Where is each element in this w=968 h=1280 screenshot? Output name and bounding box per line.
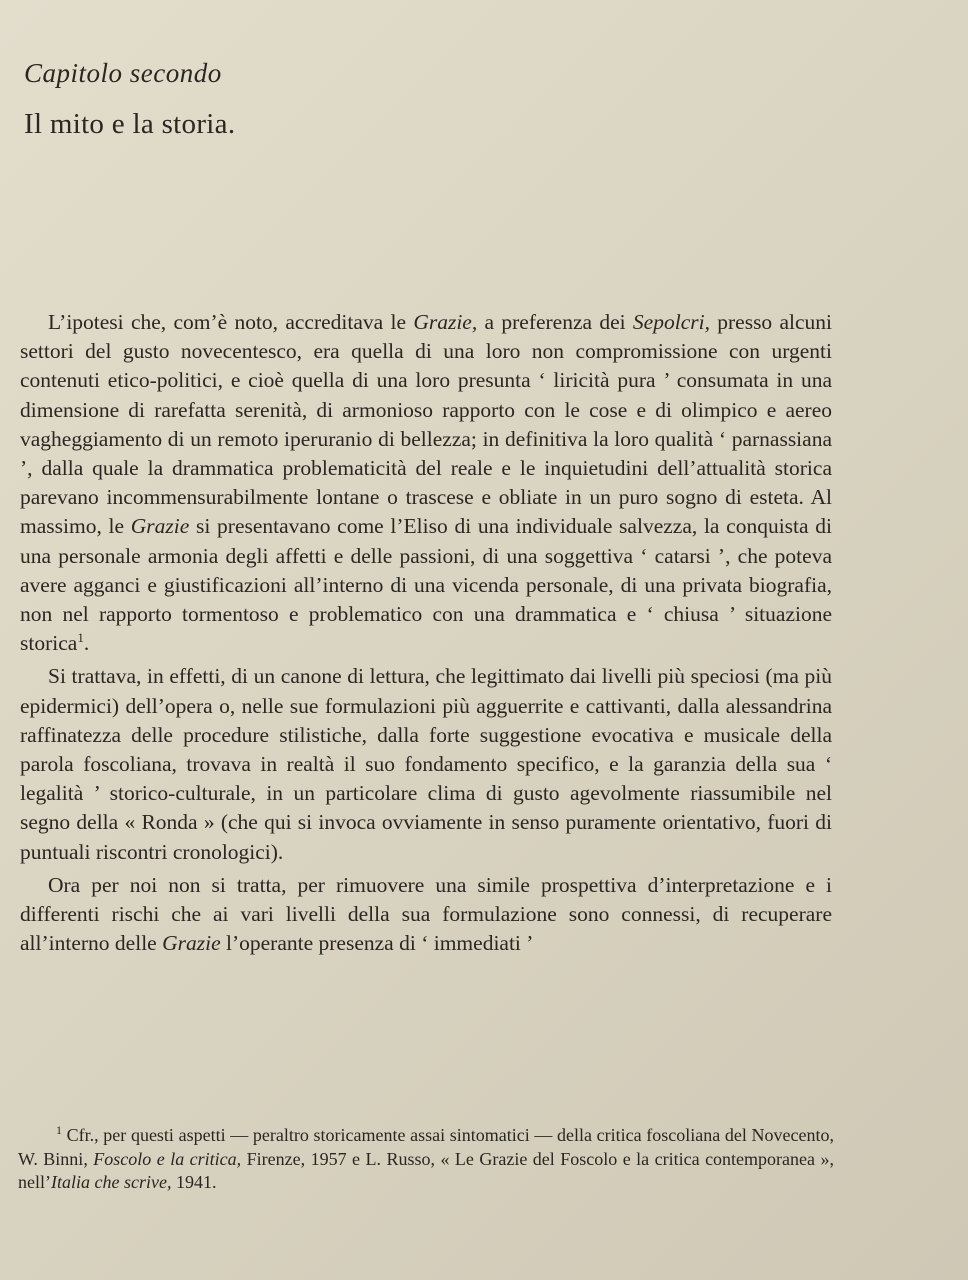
italic-text: Grazie — [130, 514, 190, 539]
footnote — [18, 1124, 834, 1195]
chapter-title: Il mito e la storia. — [24, 108, 236, 140]
text-run: a preferenza dei — [477, 310, 633, 334]
text-run: Firenze, 1957 e L. Russo, « Le Grazie del Foscolo e la critica contemporanea », nell’ — [18, 1148, 834, 1192]
text-run: si presentavano come l’Eliso di una individuale salvezza, la conquista di una personale armonia degli affetti e delle passioni, di una soggettiva ‘ catarsi ’, che poteva avere agganci e giustificazioni all’interno di una vicenda personale, di una privata biografia, non nel rapporto tormentoso e problematico con una drammatica e ‘ chiusa ’ situazione storica — [20, 514, 832, 656]
italic-text: Sepolcri, — [632, 310, 710, 334]
paragraph — [20, 871, 832, 959]
body-text — [20, 308, 832, 958]
paragraph — [20, 308, 832, 658]
italic-text: Grazie, — [413, 310, 478, 334]
text-run: L’ipotesi che, com’è noto, accreditava le — [48, 310, 414, 334]
italic-text: Italia che scrive, — [51, 1172, 172, 1192]
text-run: Si trattava, in effetti, di un canone di lettura, che legittimato dai livelli più speciosi (ma più epidermici) dell’opera o, nelle sue formulazioni più agguerrite e cattivanti, dalla alessandrina raffinatezza delle procedure stilistiche, dalla forte suggestione evocativa e musicale della parola foscoliana, trovava in realtà il suo fondamento specifico, e la garanzia della sua ‘ legalità ’ storico-culturale, in un particolare clima di gusto agevolmente riassumibile nel segno della « Ronda » (che qui si invoca ovviamente in senso puramente orientativo, fuori di puntuali riscontri cronologici). — [20, 664, 832, 864]
text-run: . — [83, 631, 90, 656]
text-run: Ora per noi non si tratta, per rimuovere una simile prospettiva d’interpretazione e i differenti rischi che ai vari livelli della sua formulazione sono connessi, di recuperare all’interno delle — [20, 872, 832, 956]
text-run: presso alcuni settori del gusto novecentesco, era quella di una loro non compromissione con urgenti contenuti etico-politici, e cioè quella di una loro presunta ‘ liricità pura ’ consumata in una dimensione di rarefatta serenità, di armonioso rapporto con le cose e di olimpico e aereo vagheggiamento di un remoto iperuranio di bellezza; in definitiva la loro qualità ‘ parnassiana ’, dalla quale la drammatica problematicità del reale e le inquietudini dell’attualità storica parevano incommensurabilmente lontane o trascese e obliate in un puro sogno di esteta. Al massimo, le — [20, 310, 833, 539]
italic-text: Grazie — [162, 931, 221, 956]
footnote-mark: 1 — [56, 1123, 62, 1137]
paragraph — [20, 662, 832, 866]
italic-text: Foscolo e la critica, — [93, 1148, 242, 1169]
footnote-body — [18, 1125, 834, 1192]
text-run: Cfr., per questi aspetti — peraltro storicamente assai sintomatici — della critica foscoliana del Novecento, W. Binni, — [18, 1125, 835, 1169]
footnote-paragraph — [18, 1124, 834, 1195]
chapter-label: Capitolo secondo — [24, 58, 222, 88]
footnote-reference: 1 — [77, 630, 84, 646]
text-run: l’operante presenza di ‘ immediati ’ — [220, 931, 534, 956]
text-run: 1941. — [171, 1172, 217, 1192]
